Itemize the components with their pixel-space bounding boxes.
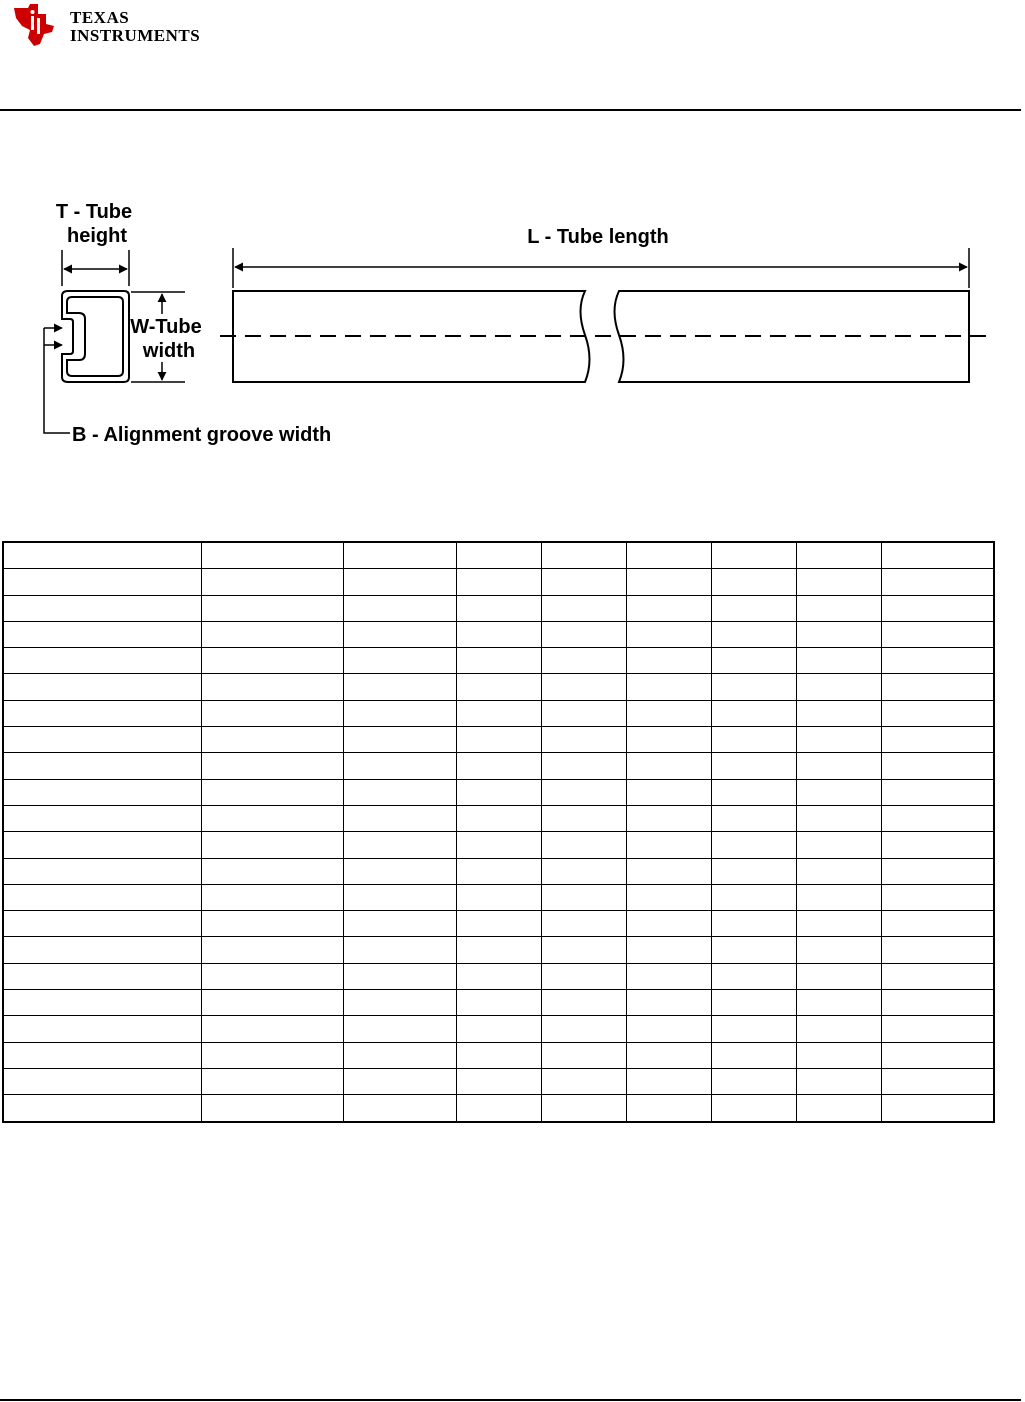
table-cell [456,963,541,989]
table-cell [201,963,343,989]
table-cell [201,779,343,805]
table-cell [456,779,541,805]
table-row [3,648,994,674]
table-cell [343,595,456,621]
table-row [3,542,994,569]
table-cell [796,832,881,858]
table-cell [3,621,201,647]
table-cell [796,648,881,674]
table-cell [881,911,994,937]
table-cell [3,805,201,831]
table-cell [711,1042,796,1068]
table-cell [626,1068,711,1094]
table-cell [541,753,626,779]
table-cell [796,911,881,937]
table-cell [796,700,881,726]
table-cell [3,963,201,989]
table-cell [711,884,796,910]
table-cell [3,1095,201,1122]
table-cell [456,674,541,700]
table-cell [201,1068,343,1094]
table-cell [343,1016,456,1042]
table-cell [711,963,796,989]
table-cell [456,990,541,1016]
table-cell [201,727,343,753]
table-cell [541,700,626,726]
table-cell [796,542,881,569]
table-cell [343,674,456,700]
ti-logo [8,2,208,50]
table-row [3,937,994,963]
logo-line1: TEXAS [70,8,130,27]
table-cell [626,1095,711,1122]
table-cell [456,727,541,753]
table-cell [541,542,626,569]
table-row [3,595,994,621]
table-cell [541,911,626,937]
table-cell [711,911,796,937]
table-cell [541,805,626,831]
table-cell [626,937,711,963]
table-cell [711,779,796,805]
table-cell [626,595,711,621]
table-cell [796,805,881,831]
table-cell [343,990,456,1016]
tube-cross-section [62,291,129,382]
table-cell [881,648,994,674]
table-row [3,569,994,595]
table-cell [881,1042,994,1068]
table-cell [711,1095,796,1122]
table-row [3,753,994,779]
tube-dimensions-table [2,541,993,1128]
table-cell [3,569,201,595]
table-cell [3,700,201,726]
table-cell [711,858,796,884]
table-cell [881,753,994,779]
table-cell [881,595,994,621]
table-row [3,727,994,753]
table-cell [3,727,201,753]
table-cell [3,779,201,805]
table-cell [3,990,201,1016]
table-cell [343,779,456,805]
table-cell [201,937,343,963]
table-cell [711,595,796,621]
label-w-line2: width [142,340,196,362]
table-cell [456,753,541,779]
table-cell [796,1095,881,1122]
table-cell [541,1068,626,1094]
table-cell [343,542,456,569]
table-cell [796,621,881,647]
table-cell [343,884,456,910]
table-cell [626,990,711,1016]
table-row [3,990,994,1016]
table-row [3,1042,994,1068]
table-cell [541,937,626,963]
table-cell [881,674,994,700]
table-cell [541,621,626,647]
label-l: L - Tube length [527,226,669,248]
table-cell [881,621,994,647]
table-cell [626,779,711,805]
table-row [3,858,994,884]
table-cell [541,884,626,910]
table-cell [626,884,711,910]
table-cell [456,858,541,884]
table-cell [711,805,796,831]
table-cell [3,832,201,858]
table-cell [541,990,626,1016]
ti-logo-text [70,9,200,45]
table-cell [541,674,626,700]
table-cell [881,727,994,753]
table-cell [201,753,343,779]
table-cell [796,569,881,595]
table-row [3,779,994,805]
table-cell [456,911,541,937]
table-cell [881,805,994,831]
table-cell [541,595,626,621]
table-cell [541,727,626,753]
table-cell [541,963,626,989]
table-cell [201,884,343,910]
table-cell [3,542,201,569]
table-cell [626,727,711,753]
table-cell [456,937,541,963]
table-cell [456,1095,541,1122]
table-cell [796,990,881,1016]
table-cell [3,753,201,779]
table-cell [626,963,711,989]
table-row [3,1016,994,1042]
label-t-line2: height [67,225,127,247]
table-cell [626,832,711,858]
logo-line2: INSTRUMENTS [70,26,201,45]
table-cell [201,805,343,831]
table-cell [3,1068,201,1094]
table-cell [201,1095,343,1122]
table-cell [796,779,881,805]
table-cell [201,1016,343,1042]
table-cell [343,858,456,884]
table-cell [881,990,994,1016]
table-cell [343,937,456,963]
table-row [3,805,994,831]
table-cell [456,700,541,726]
table-cell [626,700,711,726]
table-cell [343,1042,456,1068]
ti-logo-icon [8,2,63,48]
table-cell [343,1068,456,1094]
table-row [3,1068,994,1094]
table-cell [541,832,626,858]
table-cell [626,1042,711,1068]
table-cell [3,648,201,674]
table-cell [343,1095,456,1122]
table-cell [3,595,201,621]
table-cell [881,700,994,726]
table-cell [456,1016,541,1042]
table-cell [456,884,541,910]
table-cell [343,963,456,989]
table-cell [711,621,796,647]
table-cell [201,542,343,569]
table-cell [343,700,456,726]
table-cell [201,990,343,1016]
table-cell [541,1016,626,1042]
table-cell [343,648,456,674]
table-cell [881,963,994,989]
label-t-line1: T - Tube [55,201,133,223]
table-cell [796,858,881,884]
table-cell [456,542,541,569]
table-cell [201,832,343,858]
table-cell [796,1042,881,1068]
table-cell [541,648,626,674]
table-cell [3,884,201,910]
table-cell [201,1042,343,1068]
table-cell [456,832,541,858]
table-cell [881,1068,994,1094]
table-cell [626,648,711,674]
table-cell [711,1016,796,1042]
table-cell [626,542,711,569]
table-cell [343,832,456,858]
table-cell [626,569,711,595]
table-cell [626,858,711,884]
table-cell [626,674,711,700]
table-cell [456,1068,541,1094]
table-cell [456,648,541,674]
table-cell [3,1042,201,1068]
table-row [3,963,994,989]
table-cell [343,911,456,937]
table-row [3,911,994,937]
label-b: B - Alignment groove width [72,424,332,446]
table-cell [881,1016,994,1042]
table-cell [626,753,711,779]
table-cell [541,779,626,805]
table-cell [201,621,343,647]
table-row [3,1095,994,1122]
table-cell [711,990,796,1016]
table-row [3,700,994,726]
header-rule [0,109,1021,111]
table-cell [711,832,796,858]
table-cell [796,1068,881,1094]
table-cell [541,1042,626,1068]
table-cell [456,621,541,647]
table-cell [711,648,796,674]
table-cell [626,911,711,937]
table-row [3,621,994,647]
table-cell [626,621,711,647]
table-row [3,674,994,700]
table-cell [711,569,796,595]
table-cell [796,937,881,963]
table-cell [796,963,881,989]
table-cell [343,805,456,831]
table-cell [881,832,994,858]
table-cell [541,569,626,595]
table-cell [343,621,456,647]
table-cell [711,753,796,779]
table-cell [343,727,456,753]
table-cell [711,674,796,700]
table-cell [881,1095,994,1122]
table-cell [201,648,343,674]
table-cell [541,1095,626,1122]
table-cell [201,595,343,621]
tube-dimension-diagram [0,190,1000,460]
table-cell [343,753,456,779]
table-cell [796,727,881,753]
table-row [3,884,994,910]
table-cell [3,911,201,937]
table-cell [711,542,796,569]
label-w-line1: W-Tube [130,316,202,338]
table-cell [881,542,994,569]
table-cell [711,700,796,726]
table-cell [201,674,343,700]
table-cell [881,858,994,884]
table-cell [711,937,796,963]
table-cell [711,1068,796,1094]
table-cell [456,1042,541,1068]
table-cell [201,911,343,937]
table-row [3,832,994,858]
table-cell [201,569,343,595]
table-cell [711,727,796,753]
table-cell [456,805,541,831]
table-cell [201,700,343,726]
table-cell [3,858,201,884]
table-cell [796,674,881,700]
table-cell [541,858,626,884]
table-cell [456,595,541,621]
table-grid [2,541,995,1123]
table-cell [626,805,711,831]
table-cell [456,569,541,595]
footer-rule [0,1399,1021,1401]
table-cell [3,1016,201,1042]
table-cell [881,937,994,963]
table-cell [881,884,994,910]
table-cell [881,779,994,805]
table-cell [881,569,994,595]
table-cell [343,569,456,595]
table-cell [3,937,201,963]
table-cell [3,674,201,700]
table-cell [796,884,881,910]
table-cell [796,595,881,621]
table-cell [626,1016,711,1042]
table-cell [201,858,343,884]
table-cell [796,1016,881,1042]
table-cell [796,753,881,779]
